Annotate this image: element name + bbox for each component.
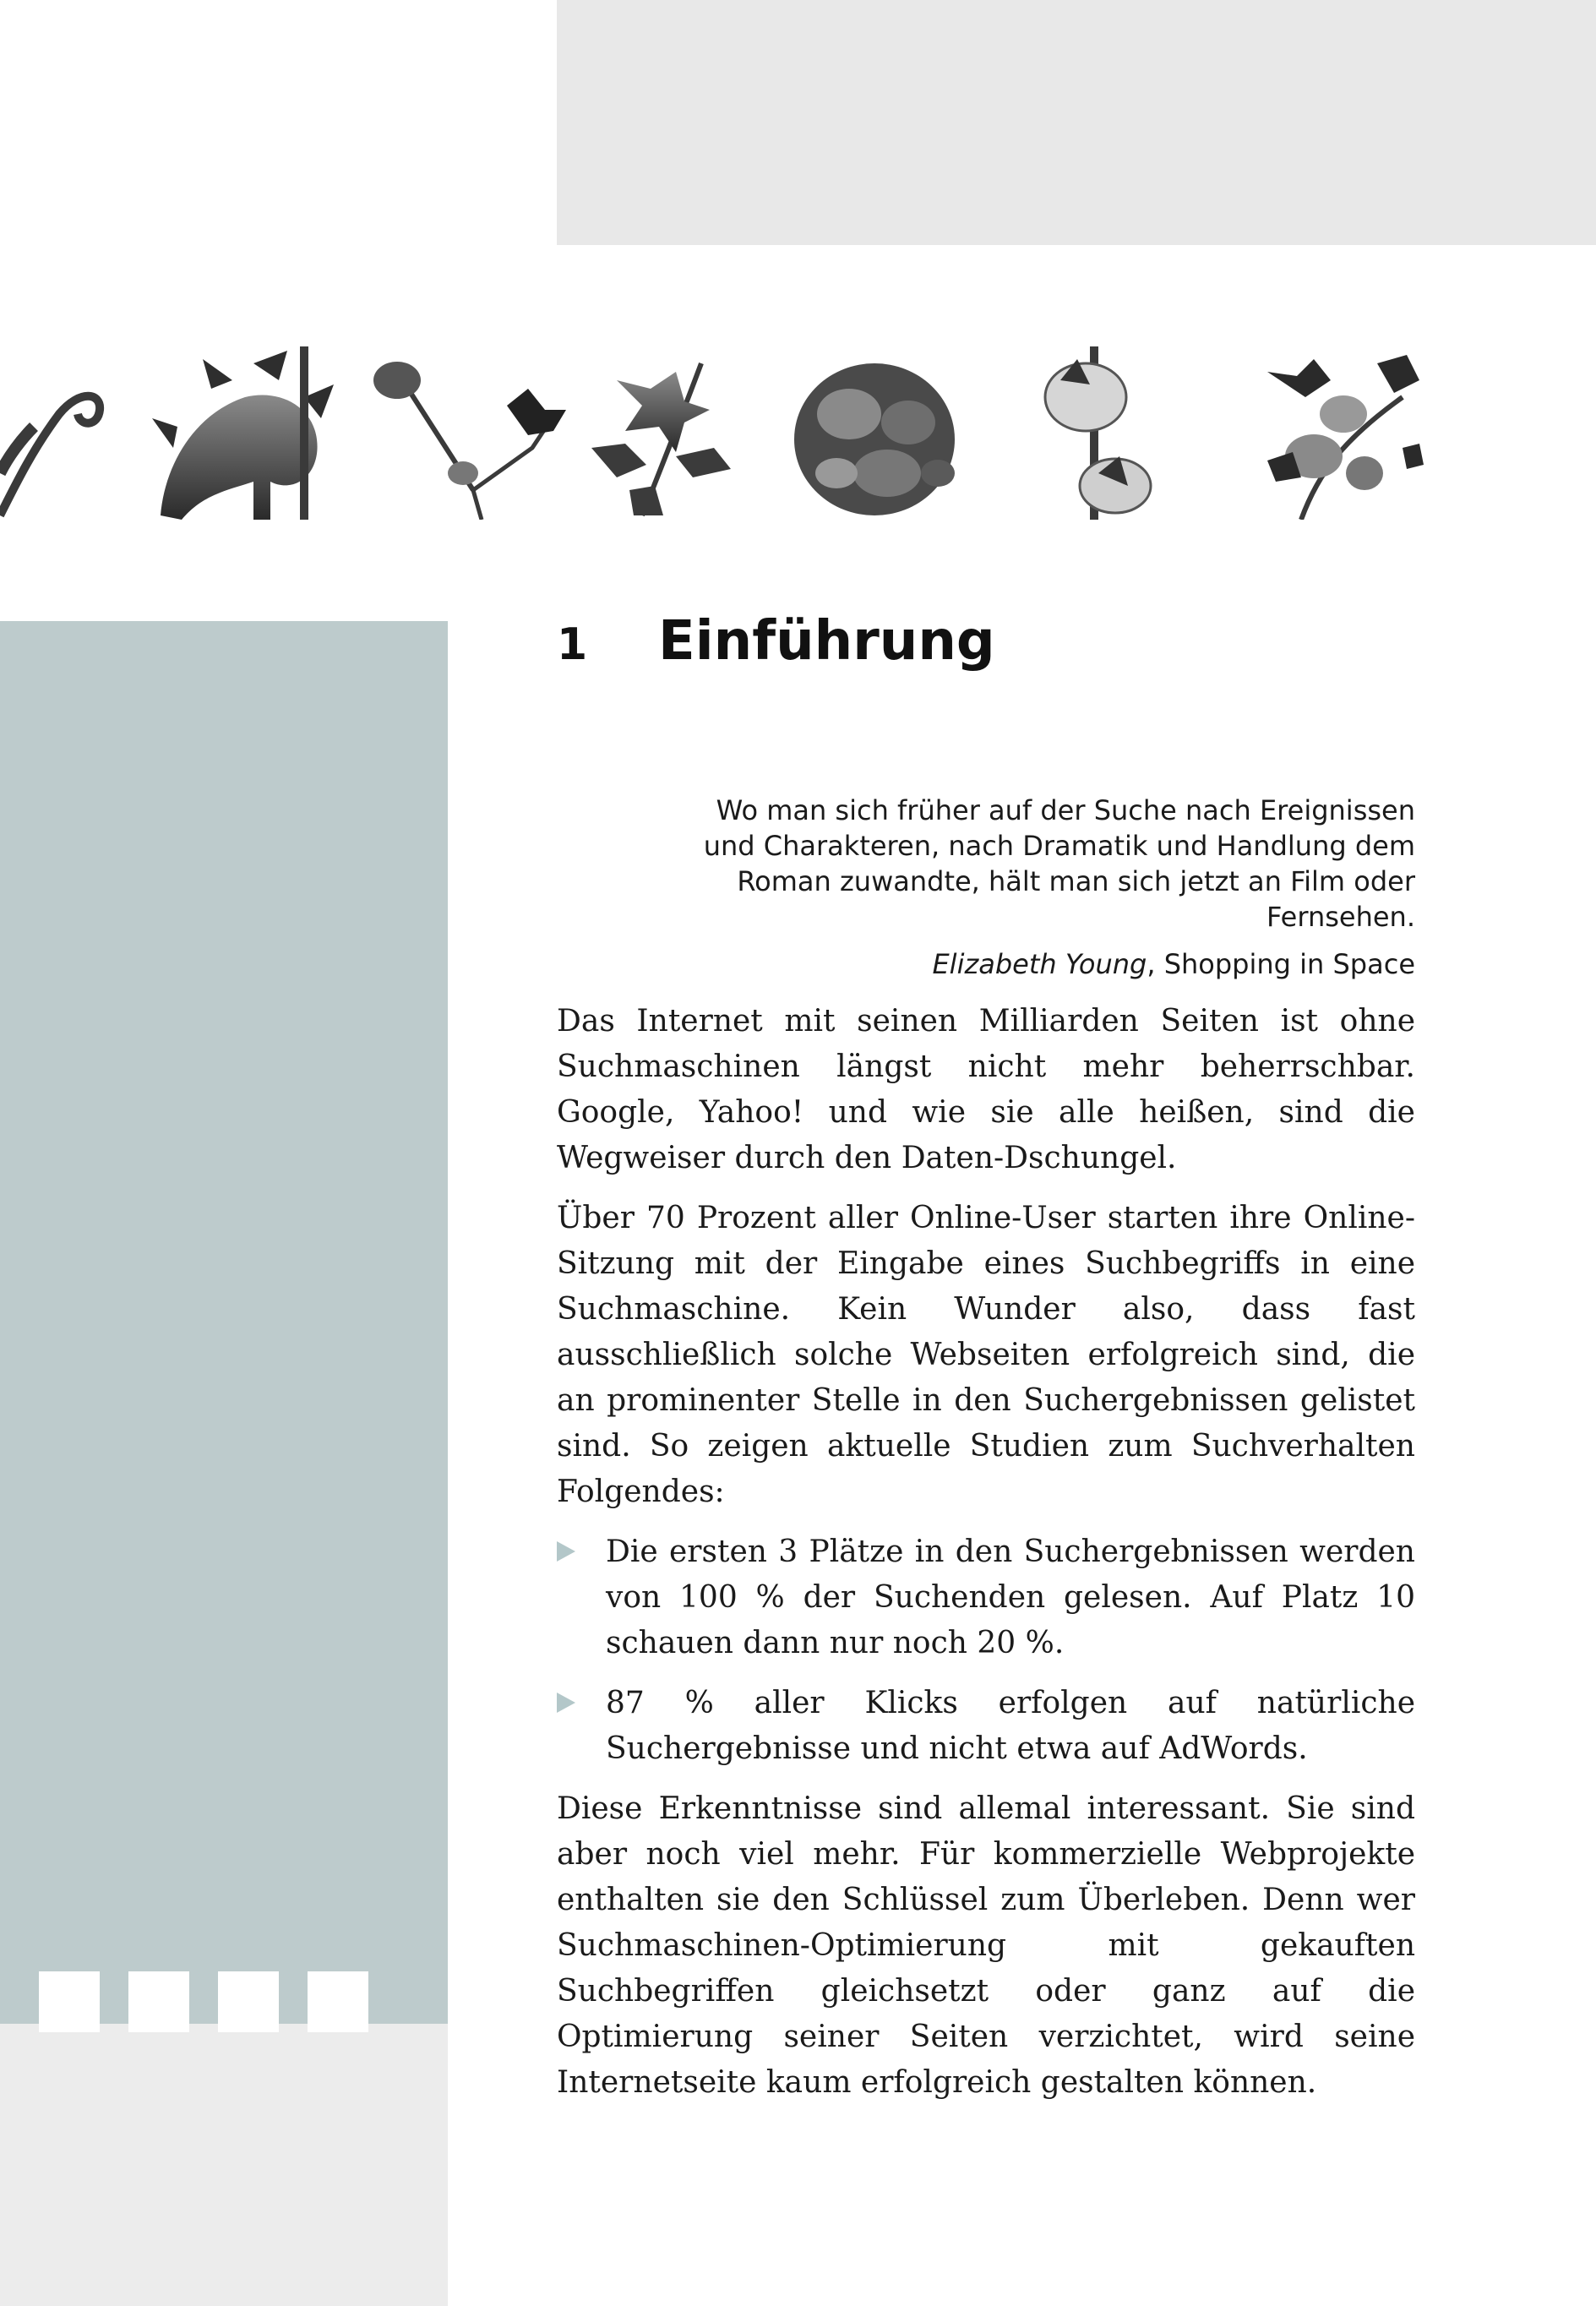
square-2 xyxy=(128,1971,189,2032)
epigraph-separator: , xyxy=(1147,948,1164,980)
chapter-heading xyxy=(557,610,995,673)
bullet-list xyxy=(557,1529,1415,1772)
cotton-boll-icon xyxy=(1045,346,1151,520)
berry-branch-icon xyxy=(1267,355,1424,520)
decorative-squares xyxy=(39,1971,368,2032)
chapter-number: 1 xyxy=(557,619,588,670)
epigraph-work: Shopping in Space xyxy=(1163,948,1415,980)
square-4 xyxy=(308,1971,368,2032)
square-3 xyxy=(218,1971,279,2032)
list-item-text: 87 % aller Klicks erfolgen auf natürliche Suchergebnisse und nicht etwa auf AdWords. xyxy=(606,1686,1415,1766)
bottom-gray-block xyxy=(0,2024,448,2306)
chapter-title: Einführung xyxy=(658,610,995,673)
succulent-icon xyxy=(794,363,955,515)
body-text xyxy=(557,999,1415,2120)
list-item-text: Die ersten 3 Plätze in den Suchergebnissen werden von 100 % der Suchenden gelesen. Auf Platz 10 schauen dann nur noch 20 %. xyxy=(606,1535,1415,1660)
list-item xyxy=(557,1529,1415,1666)
clover-sprig-icon xyxy=(373,362,566,520)
epigraph xyxy=(659,793,1415,982)
epigraph-quote: Wo man sich früher auf der Suche nach Ereignissen und Charakteren, nach Dramatik und Handlung dem Roman zuwandte, hält man sich jetzt an Film oder Fernsehen. xyxy=(703,794,1415,933)
thistle-icon xyxy=(152,346,334,520)
epigraph-source xyxy=(659,946,1415,982)
spiral-fern-icon xyxy=(0,396,100,515)
epigraph-author: Elizabeth Young xyxy=(932,948,1147,980)
top-gray-block xyxy=(557,0,1596,245)
paragraph: Das Internet mit seinen Milliarden Seiten ist ohne Suchmaschinen längst nicht mehr beherrschbar. Google, Yahoo! und wie sie alle heißen, sind die Wegweiser durch den Daten-Dschungel. xyxy=(557,1004,1415,1175)
side-color-panel xyxy=(0,621,448,2024)
paragraph: Diese Erkenntnisse sind allemal interessant. Sie sind aber noch viel mehr. Für kommerzielle Webprojekte enthalten sie den Schlüssel zum Überleben. Denn wer Suchmaschinen-Optimierung mit gekauften Suchbegriffen gleichsetzt oder ganz auf die Optimierung seiner Seiten verzichtet, wird seine Internetseite kaum erfolgreich gestalten können. xyxy=(557,1791,1415,2100)
triangle-bullet-icon xyxy=(557,1541,575,1562)
botanical-strip xyxy=(0,346,1424,520)
triangle-bullet-icon xyxy=(557,1693,575,1713)
leafy-sprig-icon xyxy=(591,363,731,515)
paragraph: Über 70 Prozent aller Online-User starten ihre Online-Sitzung mit der Eingabe eines Suchbegriffs in eine Suchmaschine. Kein Wunder also, dass fast ausschließlich solche Webseiten erfolgreich sind, die an prominenter Stelle in den Suchergebnissen gelistet sind. So zeigen aktuelle Studien zum Suchverhalten Folgendes: xyxy=(557,1201,1415,1509)
square-1 xyxy=(39,1971,100,2032)
list-item xyxy=(557,1681,1415,1772)
